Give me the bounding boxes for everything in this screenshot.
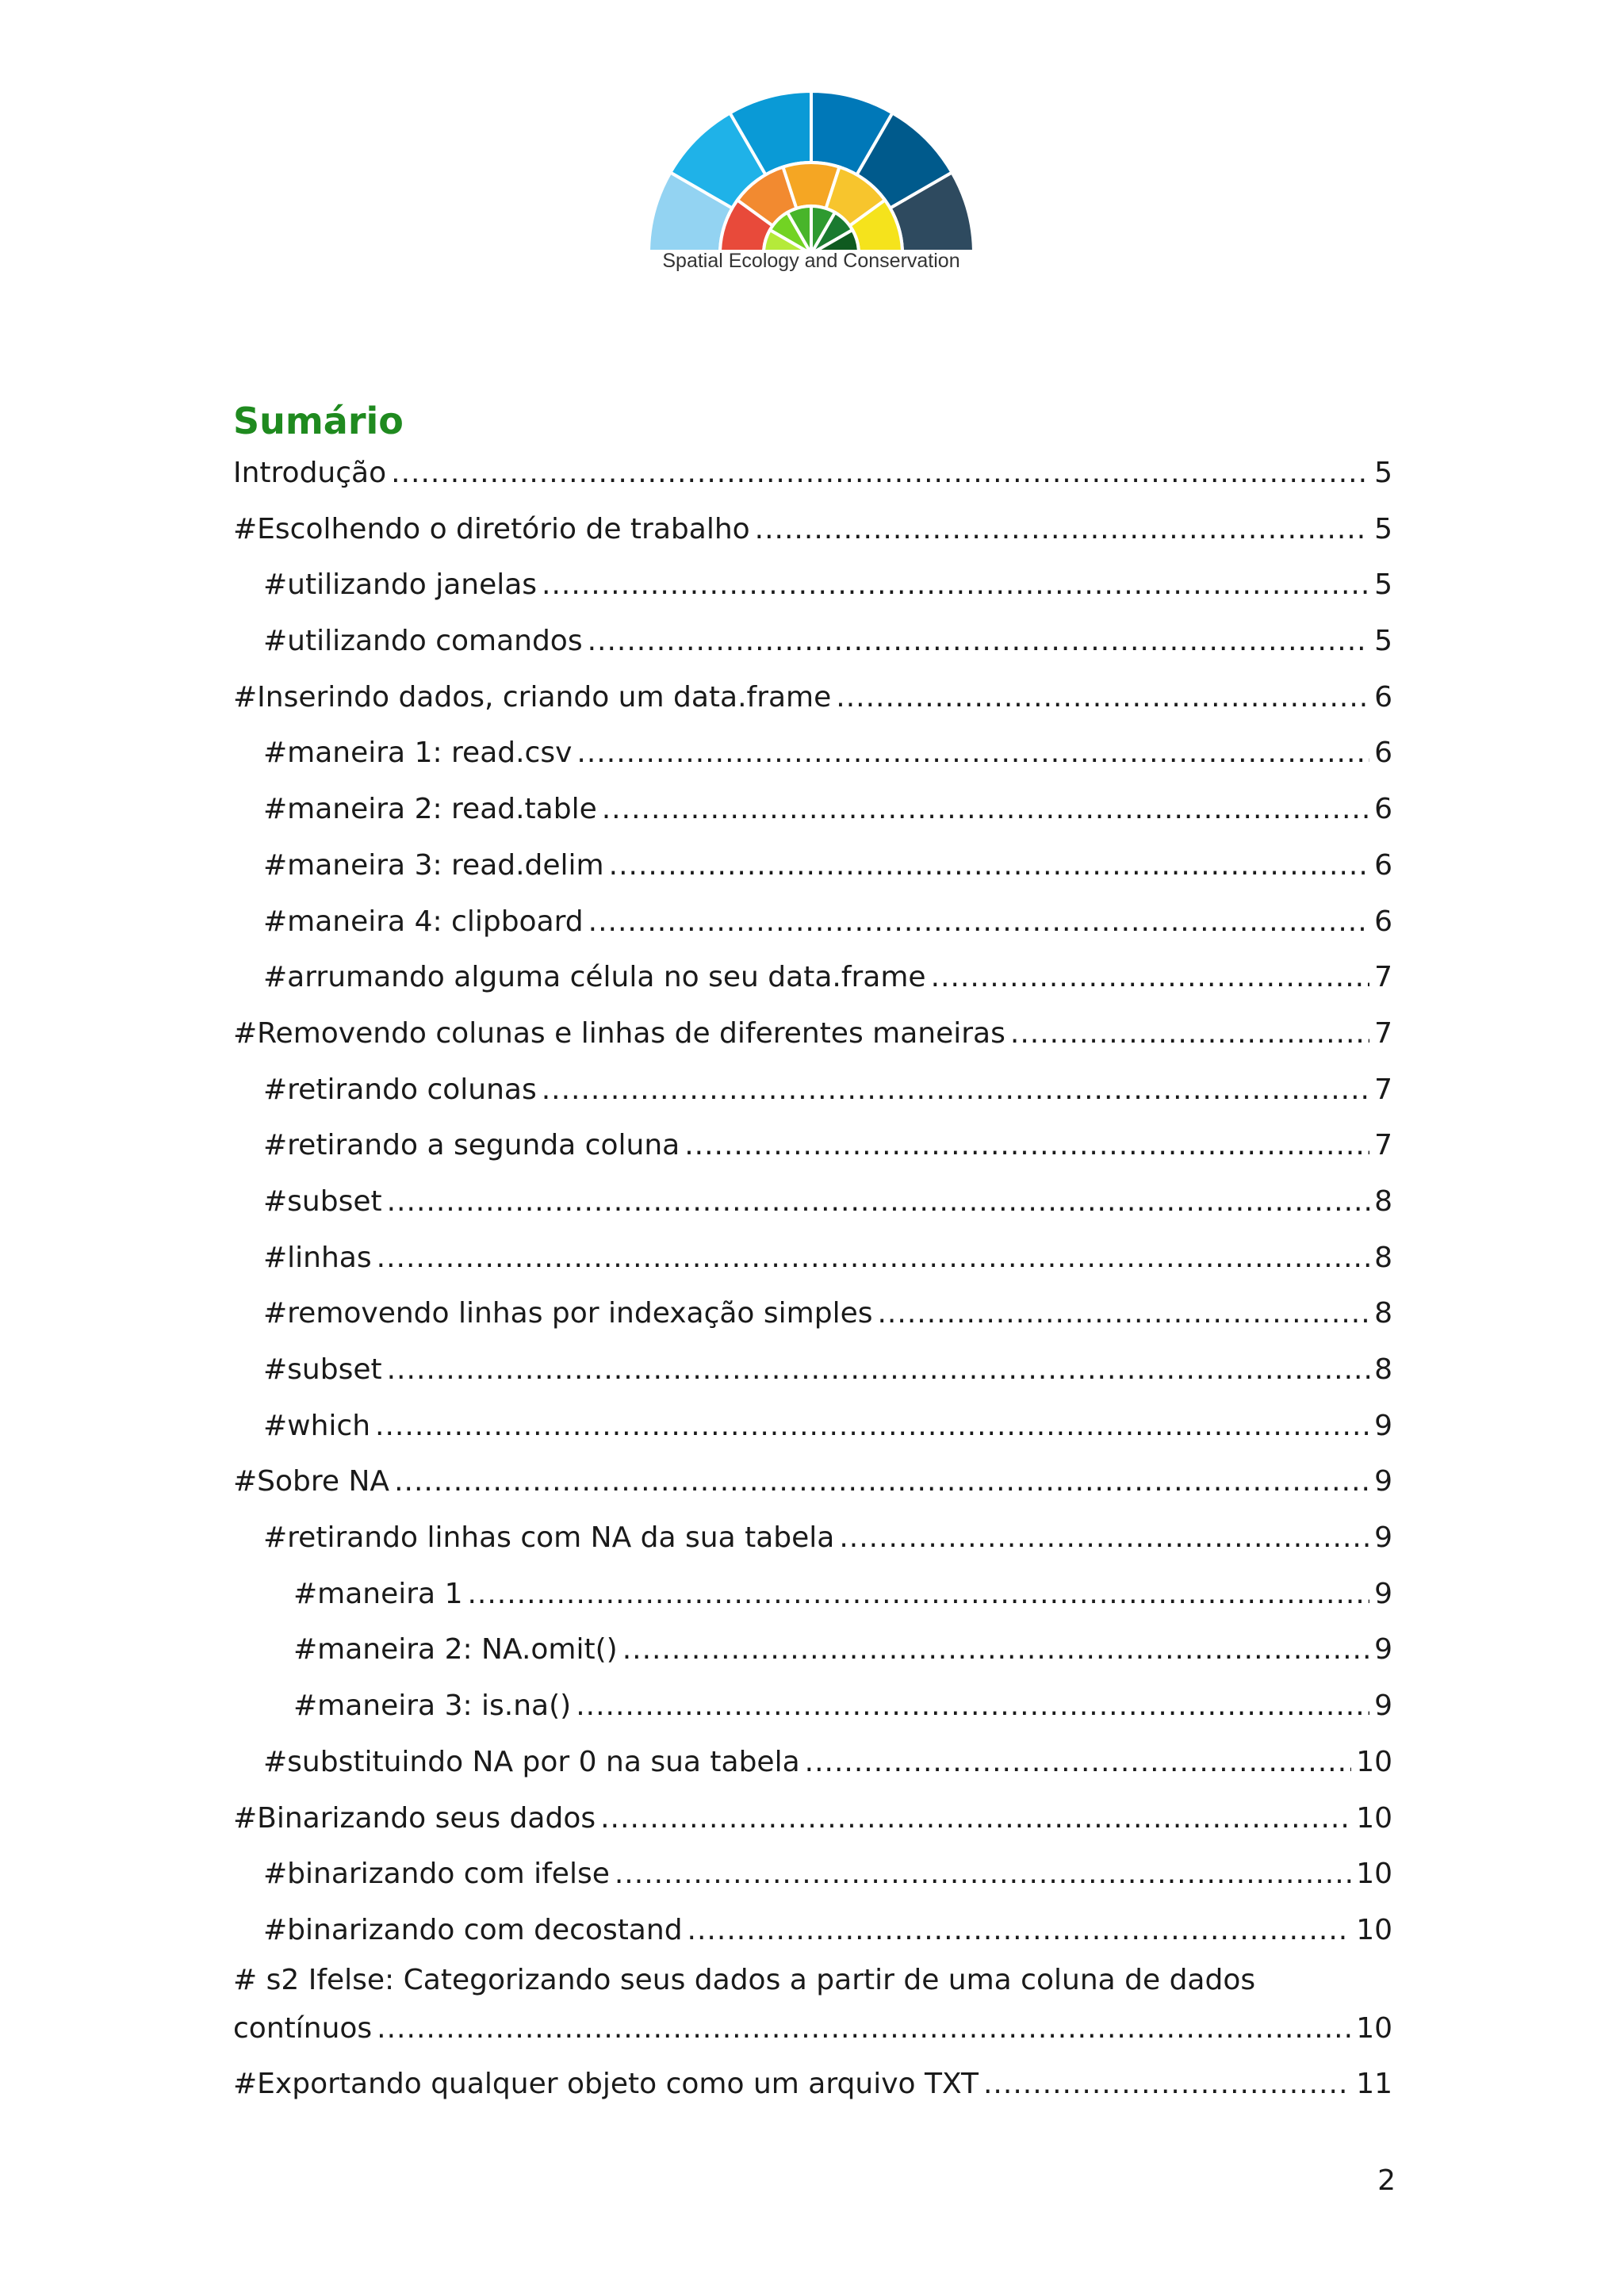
toc-dot-leader — [609, 838, 1369, 894]
toc-entry[interactable] — [233, 1846, 1392, 1903]
toc-entry-label: #maneira 2: read.table — [263, 793, 597, 826]
toc-entry[interactable] — [233, 1342, 1392, 1399]
toc-entry[interactable] — [233, 1230, 1392, 1287]
toc-entry[interactable] — [233, 725, 1392, 782]
toc-entry-continuation — [233, 2007, 1392, 2050]
toc-entry[interactable] — [233, 1118, 1392, 1174]
toc-dot-leader — [588, 614, 1370, 670]
toc-entry-label: #subset — [263, 1353, 382, 1386]
table-of-contents — [233, 396, 1392, 2112]
toc-entry[interactable] — [233, 1454, 1392, 1510]
toc-dot-leader — [391, 446, 1369, 502]
toc-dot-leader — [755, 502, 1369, 558]
toc-entry-page: 7 — [1374, 1129, 1392, 1162]
toc-dot-leader — [576, 725, 1369, 782]
toc-entry-page: 9 — [1374, 1577, 1392, 1610]
toc-entry-page: 7 — [1374, 961, 1392, 994]
toc-dot-leader — [387, 1342, 1369, 1399]
toc-dot-leader — [688, 1903, 1352, 1959]
toc-dot-leader — [983, 2057, 1351, 2113]
toc-entry-label: #Inserindo dados, criando um data.frame — [233, 680, 832, 714]
toc-entry-page: 10 — [1356, 1745, 1392, 1778]
toc-entry-page: 6 — [1374, 793, 1392, 826]
toc-entry-page: 6 — [1374, 737, 1392, 770]
toc-dot-leader — [805, 1735, 1352, 1791]
toc-entry-label: # s2 Ifelse: Categorizando seus dados a partir de uma coluna de dados — [233, 1963, 1256, 1996]
toc-entry-page: 8 — [1374, 1353, 1392, 1386]
toc-dot-leader — [377, 2007, 1351, 2050]
toc-entry-page: 10 — [1356, 1858, 1392, 1891]
toc-entry-page: 10 — [1356, 2012, 1392, 2045]
toc-entry-label: #Binarizando seus dados — [233, 1801, 596, 1835]
toc-dot-leader — [394, 1454, 1369, 1510]
toc-entry-label: #binarizando com ifelse — [263, 1858, 610, 1891]
toc-dot-leader — [931, 950, 1370, 1006]
toc-entry-page: 8 — [1374, 1184, 1392, 1218]
toc-entry-page: 11 — [1356, 2067, 1392, 2100]
toc-entry-label: #arrumando alguma célula no seu data.frame — [263, 961, 926, 994]
toc-entry[interactable] — [233, 557, 1392, 614]
toc-dot-leader — [467, 1567, 1369, 1623]
toc-list — [233, 446, 1392, 2112]
toc-entry-label: #maneira 4: clipboard — [263, 905, 584, 938]
toc-entry-page: 6 — [1374, 848, 1392, 882]
toc-entry[interactable] — [233, 502, 1392, 558]
toc-entry[interactable] — [233, 894, 1392, 951]
toc-entry-page: 9 — [1374, 1409, 1392, 1442]
toc-entry-page: 9 — [1374, 1689, 1392, 1723]
toc-entry[interactable] — [233, 1174, 1392, 1230]
toc-dot-leader — [1010, 1006, 1369, 1062]
toc-entry-label: #maneira 3: read.delim — [263, 848, 604, 882]
toc-entry[interactable] — [233, 614, 1392, 670]
toc-dot-leader — [375, 1399, 1369, 1455]
toc-entry[interactable] — [233, 670, 1392, 726]
toc-entry[interactable] — [233, 1399, 1392, 1455]
toc-dot-leader — [600, 1791, 1351, 1847]
toc-entry[interactable] — [233, 1791, 1392, 1847]
toc-dot-leader — [877, 1286, 1369, 1342]
toc-dot-leader — [542, 1062, 1369, 1119]
toc-entry[interactable] — [233, 1006, 1392, 1062]
toc-dot-leader — [836, 670, 1369, 726]
toc-entry-label: #utilizando comandos — [263, 625, 583, 658]
toc-entry-page: 5 — [1374, 625, 1392, 658]
toc-entry-label: #Escolhendo o diretório de trabalho — [233, 512, 750, 545]
toc-entry[interactable] — [233, 1678, 1392, 1735]
toc-entry-label: #binarizando com decostand — [263, 1913, 683, 1946]
toc-dot-leader — [602, 782, 1369, 838]
toc-entry[interactable] — [233, 446, 1392, 502]
toc-entry-label: #which — [263, 1409, 371, 1442]
toc-dot-leader — [576, 1678, 1369, 1735]
toc-entry-label: #substituindo NA por 0 na sua tabela — [263, 1745, 800, 1778]
toc-entry[interactable] — [233, 2057, 1392, 2113]
logo-caption: Spatial Ecology and Conservation — [662, 250, 960, 272]
toc-entry-page: 5 — [1374, 512, 1392, 545]
page-number: 2 — [1377, 2164, 1396, 2197]
toc-entry-label: Introdução — [233, 457, 387, 489]
toc-entry[interactable] — [233, 950, 1392, 1006]
toc-entry-label: #subset — [263, 1184, 382, 1218]
toc-entry-page: 7 — [1374, 1016, 1392, 1050]
toc-entry-label: #retirando colunas — [263, 1073, 537, 1106]
toc-dot-leader — [622, 1622, 1369, 1678]
toc-title: Sumário — [233, 400, 404, 442]
toc-entry-label: #maneira 2: NA.omit() — [293, 1633, 618, 1667]
toc-entry[interactable] — [233, 1567, 1392, 1623]
toc-entry[interactable] — [233, 1735, 1392, 1791]
toc-entry[interactable] — [233, 1286, 1392, 1342]
toc-entry[interactable] — [233, 782, 1392, 838]
logo-semicircle-graphic — [649, 91, 974, 250]
toc-entry-page: 8 — [1374, 1297, 1392, 1330]
toc-entry-label: #retirando a segunda coluna — [263, 1129, 680, 1162]
toc-entry-label: #Removendo colunas e linhas de diferentes maneiras — [233, 1016, 1005, 1050]
toc-entry-page: 10 — [1356, 1913, 1392, 1946]
toc-entry-label: #maneira 3: is.na() — [293, 1689, 572, 1723]
toc-entry-page: 6 — [1374, 680, 1392, 714]
toc-dot-leader — [377, 1230, 1369, 1287]
toc-entry-label: #maneira 1: read.csv — [263, 737, 573, 770]
toc-entry-page: 9 — [1374, 1633, 1392, 1667]
toc-entry[interactable] — [233, 1510, 1392, 1567]
toc-entry[interactable] — [233, 838, 1392, 894]
toc-entry[interactable] — [233, 1903, 1392, 1959]
logo — [649, 91, 974, 285]
toc-entry-page: 7 — [1374, 1073, 1392, 1106]
toc-entry-label: #linhas — [263, 1241, 372, 1274]
toc-entry-page: 9 — [1374, 1521, 1392, 1555]
toc-entry-page: 6 — [1374, 905, 1392, 938]
toc-entry-page: 5 — [1374, 457, 1392, 489]
toc-dot-leader — [588, 894, 1369, 951]
toc-entry-page: 5 — [1374, 568, 1392, 602]
toc-entry-page: 9 — [1374, 1465, 1392, 1498]
toc-dot-leader — [684, 1118, 1369, 1174]
toc-dot-leader — [387, 1174, 1369, 1230]
toc-dot-leader — [542, 557, 1369, 614]
toc-dot-leader — [839, 1510, 1369, 1567]
toc-dot-leader — [615, 1846, 1351, 1903]
toc-entry[interactable] — [233, 1959, 1392, 2057]
toc-entry-label: #removendo linhas por indexação simples — [263, 1297, 873, 1330]
toc-entry-label: #Exportando qualquer objeto como um arquivo TXT — [233, 2067, 979, 2100]
toc-entry[interactable] — [233, 1062, 1392, 1119]
toc-entry-label: #utilizando janelas — [263, 568, 538, 602]
toc-entry-page: 10 — [1356, 1801, 1392, 1835]
toc-entry[interactable] — [233, 1622, 1392, 1678]
toc-entry-label: #retirando linhas com NA da sua tabela — [263, 1521, 835, 1555]
toc-entry-label: contínuos — [233, 2012, 373, 2045]
toc-entry-label: #maneira 1 — [293, 1577, 463, 1610]
toc-entry-label: #Sobre NA — [233, 1465, 390, 1498]
toc-entry-page: 8 — [1374, 1241, 1392, 1274]
